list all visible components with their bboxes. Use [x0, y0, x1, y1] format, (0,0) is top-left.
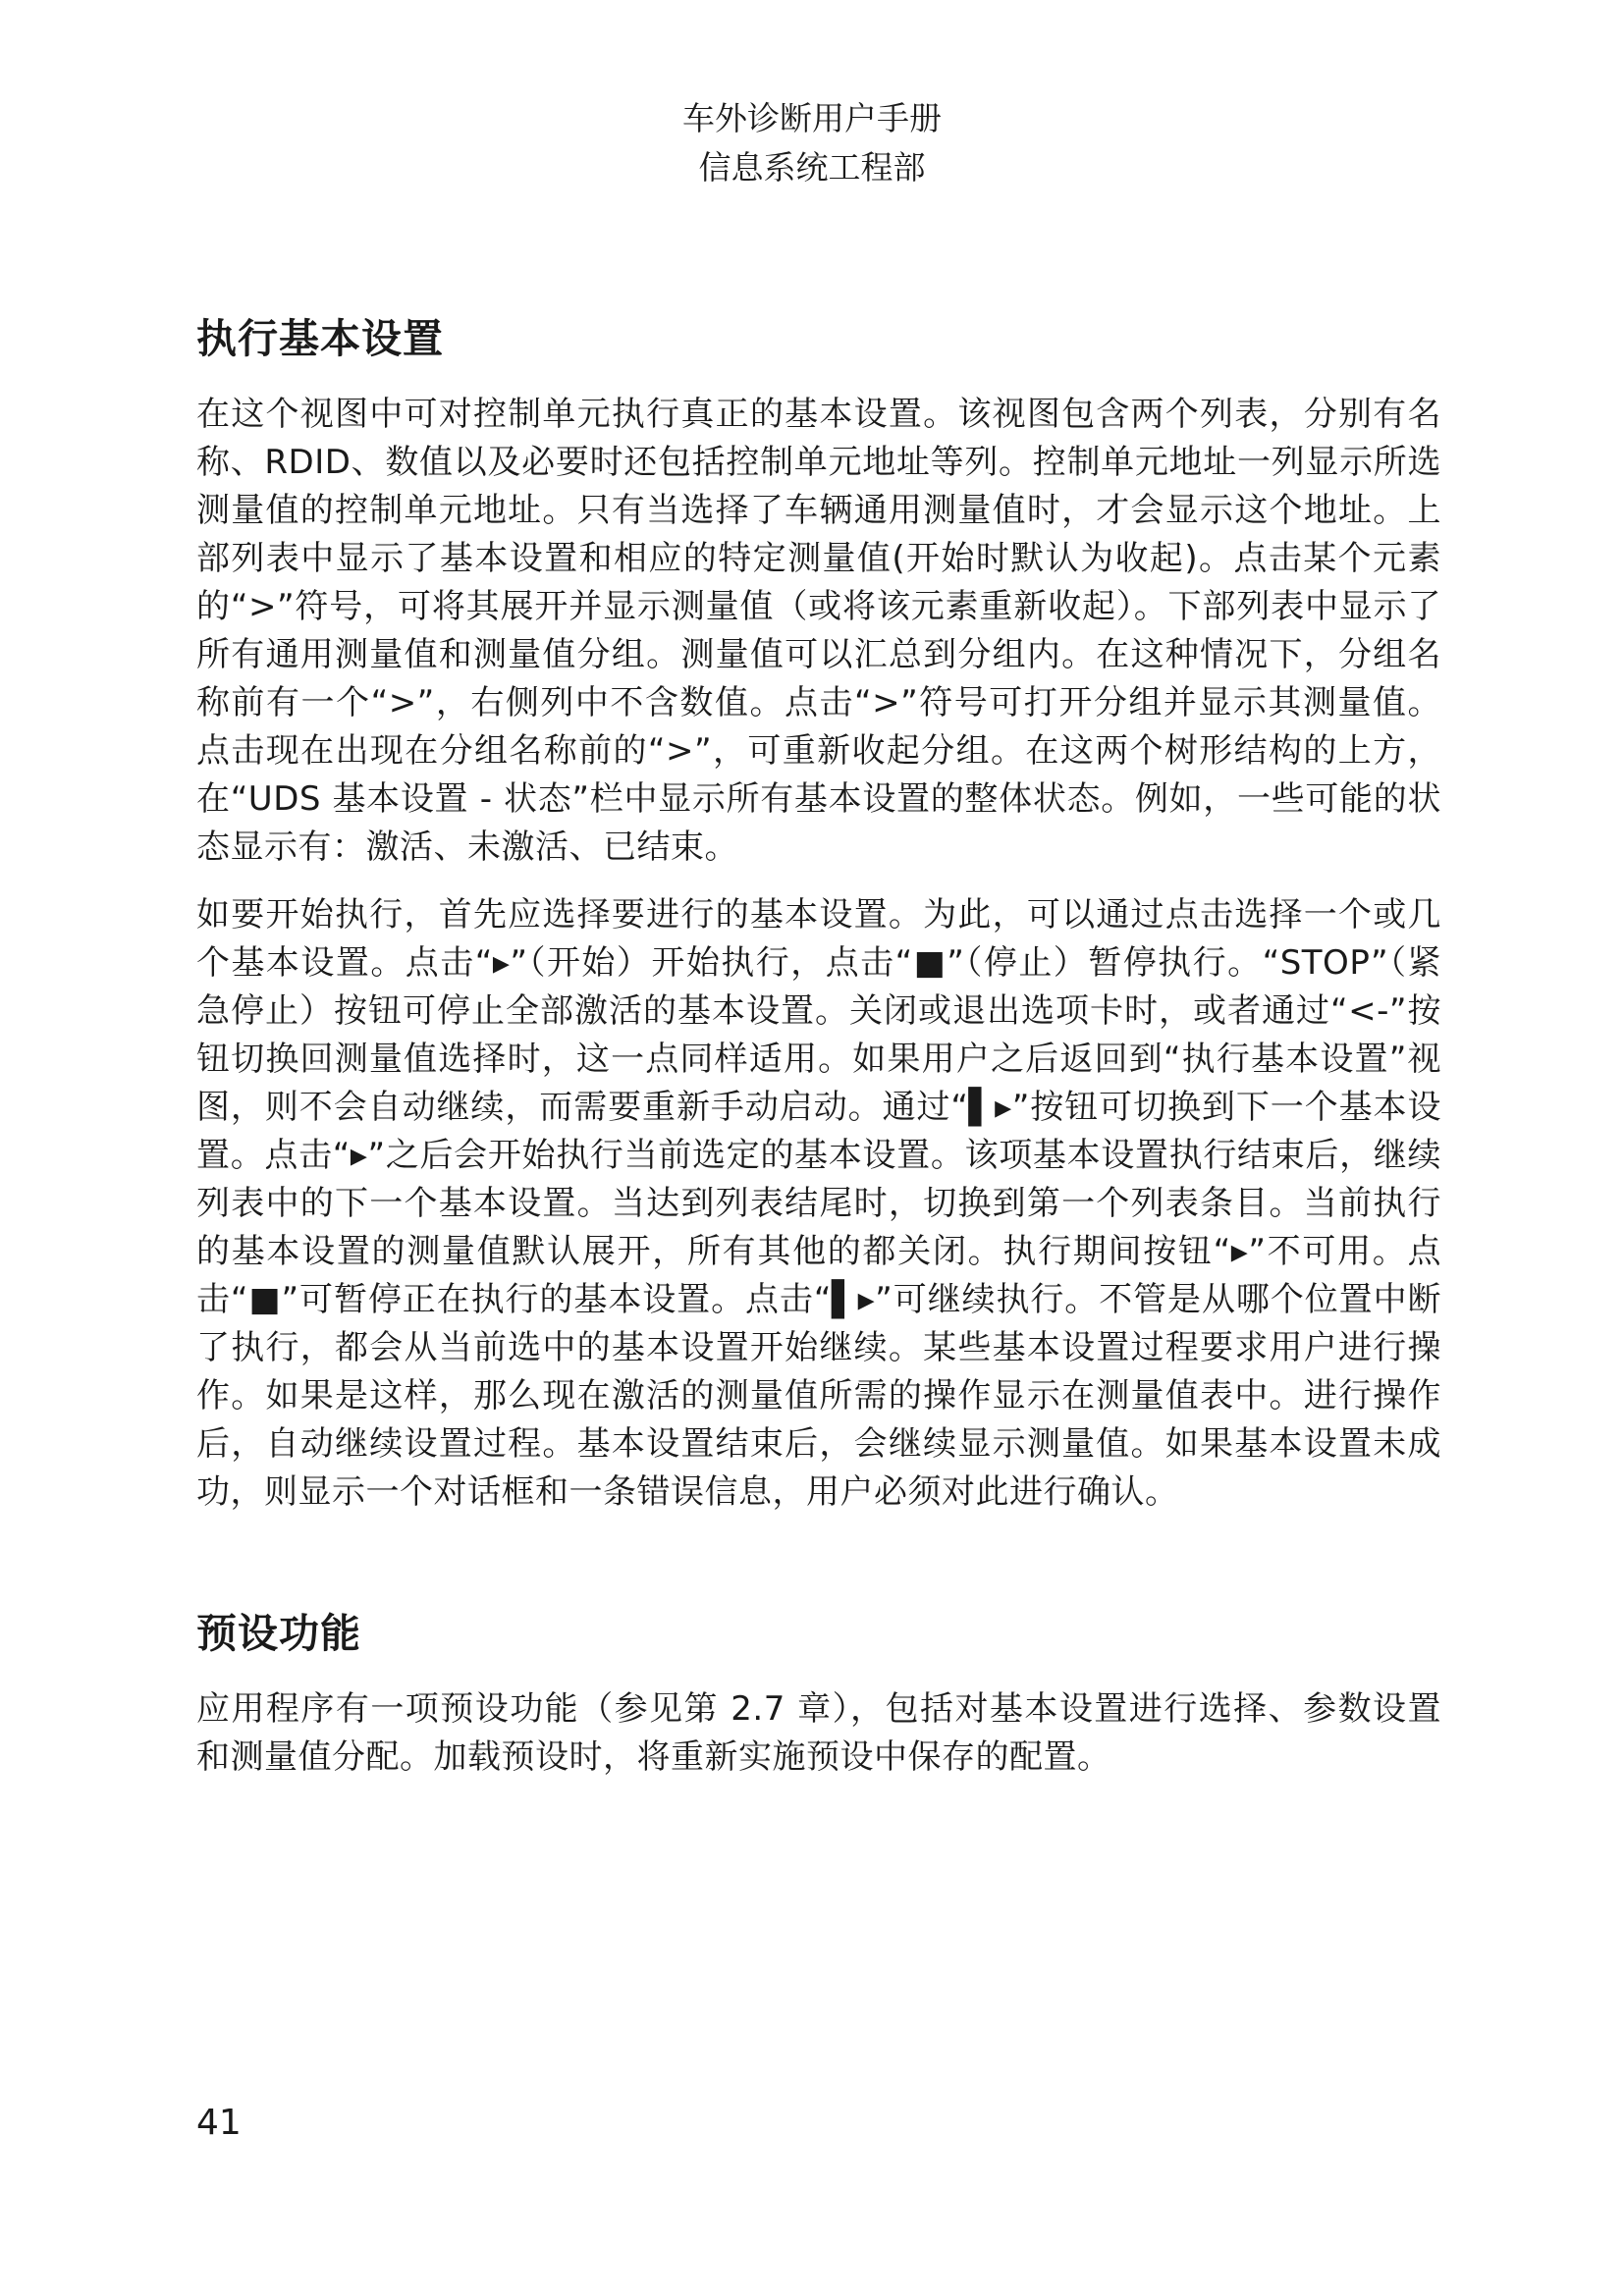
body-paragraph: 应用程序有一项预设功能（参见第 2.7 章），包括对基本设置进行选择、参数设置和测量值分配。加载预设时，将重新实施预设中保存的配置。 [196, 1689, 1441, 1777]
section-heading: 预设功能 [196, 1610, 361, 1657]
section-execute-basic-settings [196, 304, 1441, 1517]
header-department: 信息系统工程部 [698, 148, 926, 187]
page-header [0, 94, 1624, 192]
page-content [196, 304, 1441, 1801]
page-number: 41 [196, 2103, 242, 2143]
body-paragraph: 如要开始执行，首先应选择要进行的基本设置。为此，可以通过点击选择一个或几个基本设置。点击“▸”（开始）开始执行，点击“■”（停止）暂停执行。“STOP”（紧急停止）按钮可停止全部激活的基本设置。关闭或退出选项卡时，或者通过“<-”按钮切换回测量值选择时，这一点同样适用。如果用户之后返回到“执行基本设置”视图，则不会自动继续，而需要重新手动启动。通过“▌▸”按钮可切换到下一个基本设置。点击“▸”之后会开始执行当前选定的基本设置。该项基本设置执行结束后，继续列表中的下一个基本设置。当达到列表结尾时，切换到第一个列表条目。当前执行的基本设置的测量值默认展开，所有其他的都关闭。执行期间按钮“▸”不可用。点击“■”可暂停正在执行的基本设置。点击“▌▸”可继续执行。不管是从哪个位置中断了执行，都会从当前选中的基本设置开始继续。某些基本设置过程要求用户进行操作。如果是这样，那么现在激活的测量值所需的操作显示在测量值表中。进行操作后，自动继续设置过程。基本设置结束后，会继续显示测量值。如果基本设置未成功，则显示一个对话框和一条错误信息，用户必须对此进行确认。 [196, 895, 1441, 1512]
section-preset-function [196, 1599, 1441, 1782]
section-heading: 执行基本设置 [196, 315, 444, 362]
header-manual-title: 车外诊断用户手册 [682, 99, 942, 137]
body-paragraph: 在这个视图中可对控制单元执行真正的基本设置。该视图包含两个列表，分别有名称、RDID、数值以及必要时还包括控制单元地址等列。控制单元地址一列显示所选测量值的控制单元地址。只有当选择了车辆通用测量值时，才会显示这个地址。上部列表中显示了基本设置和相应的特定测量值(开始时默认为收起)。点击某个元素的“>”符号，可将其展开并显示测量值（或将该元素重新收起）。下部列表中显示了所有通用测量值和测量值分组。测量值可以汇总到分组内。在这种情况下，分组名称前有一个“>”，右侧列中不含数值。点击“>”符号可打开分组并显示其测量值。点击现在出现在分组名称前的“>”，可重新收起分组。在这两个树形结构的上方，在“UDS 基本设置 - 状态”栏中显示所有基本设置的整体状态。例如，一些可能的状态显示有：激活、未激活、已结束。 [196, 395, 1441, 867]
